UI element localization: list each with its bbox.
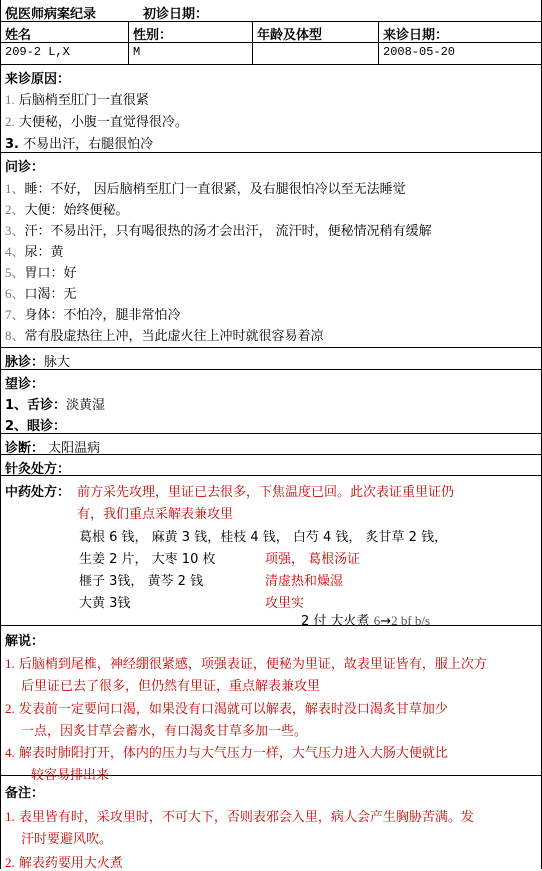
inquiry-item: 8、常有股虚热往上冲，当此虚火往上冲时就很容易着凉 — [5, 328, 324, 344]
explain-section — [1, 626, 541, 783]
eye-label: 2、眼诊： — [5, 419, 67, 434]
explain-item-cont: 一点，因炙甘草会蓄水，有口渴炙甘草多加一些。 — [21, 724, 308, 739]
reason-section — [1, 65, 541, 153]
herbal-label: 中药处方： — [5, 485, 71, 500]
herbal-section — [1, 476, 541, 629]
pulse-label: 脉诊： — [5, 355, 45, 370]
remarks-section — [1, 776, 541, 871]
herbal-note: 有，我们重点采解表兼攻里 — [77, 507, 234, 522]
reason-item: 1. 后脑梢至肛门一直很紧 — [5, 92, 149, 108]
observe-title: 望诊： — [5, 377, 45, 392]
diagnosis-value: 太阳温病 — [48, 441, 101, 456]
diagnosis-label: 诊断： — [5, 441, 45, 456]
remarks-item: 1. 表里皆有时，采攻里时，不可大下，否则表邪会入里，病人会产生胸胁苦满。发 — [5, 809, 474, 825]
remarks-title: 备注： — [5, 786, 45, 801]
tongue-value: 淡黄湿 — [66, 398, 106, 413]
pulse-value: 脉大 — [44, 355, 71, 370]
visit-date-label: 来诊日期： — [383, 28, 449, 43]
age-label: 年龄及体型 — [253, 22, 379, 42]
inquiry-item: 7、身体：不怕冷，腿非常怕冷 — [5, 307, 181, 323]
herb-line: 大黄 3钱 — [79, 596, 131, 611]
name-label: 姓名 — [1, 22, 129, 42]
reason-item: 3. 不易出汗，右腿很怕冷 — [5, 137, 154, 152]
herb-line: 榧子 3钱， 黄芩 2 钱 — [79, 574, 204, 589]
herb-line: 生姜 2 片， 大枣 10 枚 — [79, 552, 216, 567]
inquiry-item: 5、胃口：好 — [5, 265, 77, 281]
pulse-section — [1, 348, 541, 370]
explain-item: 1. 后脑梢到尾椎，神经绷很紧感，项强表证，便秘为里证，故表里证皆有，服上次方 — [5, 656, 487, 672]
herb-note: 攻里实 — [265, 596, 305, 611]
explain-item: 4. 解表时肺阳打开，体内的压力与大气压力一样，大气压力进入大肠大便就比 — [5, 745, 448, 761]
inquiry-title: 问诊： — [5, 160, 45, 175]
explain-item-cont: 后里证已去了很多，但仍然有里证，重点解表兼攻里 — [21, 679, 321, 694]
inquiry-item: 2、大便：始终便秘。 — [5, 202, 129, 218]
herb-note: 项强， 葛根汤证 — [265, 552, 361, 567]
explain-title: 解说： — [5, 634, 45, 649]
arrow-icon: → — [380, 614, 392, 629]
herb-line: 葛根 6 钱， 麻黄 3 钱，桂枝 4 钱， 白芍 4 钱， 炙甘草 2 钱， — [79, 530, 448, 545]
inquiry-item: 1、睡：不好， 因后脑梢至肛门一直很紧，及右腿很怕冷以至无法睡觉 — [5, 181, 406, 197]
reason-item: 2. 大便秘，小腹一直觉得很冷。 — [5, 114, 188, 130]
visit-date-value: 2008-05-20 — [383, 45, 456, 59]
remarks-item: 2. 解表药要用大火煮 — [5, 855, 123, 871]
reason-title: 来诊原因： — [5, 72, 71, 87]
sex-value: M — [129, 43, 253, 64]
remarks-item-cont: 汗时要避风吹。 — [21, 832, 113, 847]
info-label-row — [1, 22, 541, 43]
age-value — [253, 43, 379, 64]
name-value: 209-2 L,X — [1, 43, 129, 64]
acupuncture-label: 针灸处方： — [5, 462, 71, 477]
inquiry-item: 6、口渴：无 — [5, 286, 77, 302]
diagnosis-section — [1, 434, 541, 455]
dosage: 2 付 大火煮 6→2 bf b/s — [301, 613, 431, 629]
sex-label: 性别： — [129, 22, 253, 42]
herbal-note: 前方采先攻理，里证已去很多，下焦温度已回。此次表证重里证仍 — [77, 485, 455, 500]
tongue-label: 1、舌诊： — [5, 398, 67, 413]
explain-item-cont: 较容易排出来 — [31, 768, 110, 783]
observe-section — [1, 370, 541, 434]
first-visit-label: 初诊日期： — [143, 7, 209, 22]
explain-item: 2. 发表前一定要问口渴，如果没有口渴就可以解表，解表时没口渴炙甘草加少 — [5, 701, 448, 717]
inquiry-section — [1, 153, 541, 348]
herb-note: 清虚热和燥湿 — [265, 574, 344, 589]
acupuncture-section — [1, 455, 541, 476]
inquiry-item: 4、尿：黄 — [5, 244, 64, 260]
info-value-row — [1, 43, 541, 65]
record-title: 倪医师病案纪录 — [5, 7, 97, 22]
inquiry-item: 3、汗：不易出汗，只有喝很热的汤才会出汗， 流汗时，便秘情况稍有缓解 — [5, 223, 432, 239]
record-header — [1, 0, 541, 22]
